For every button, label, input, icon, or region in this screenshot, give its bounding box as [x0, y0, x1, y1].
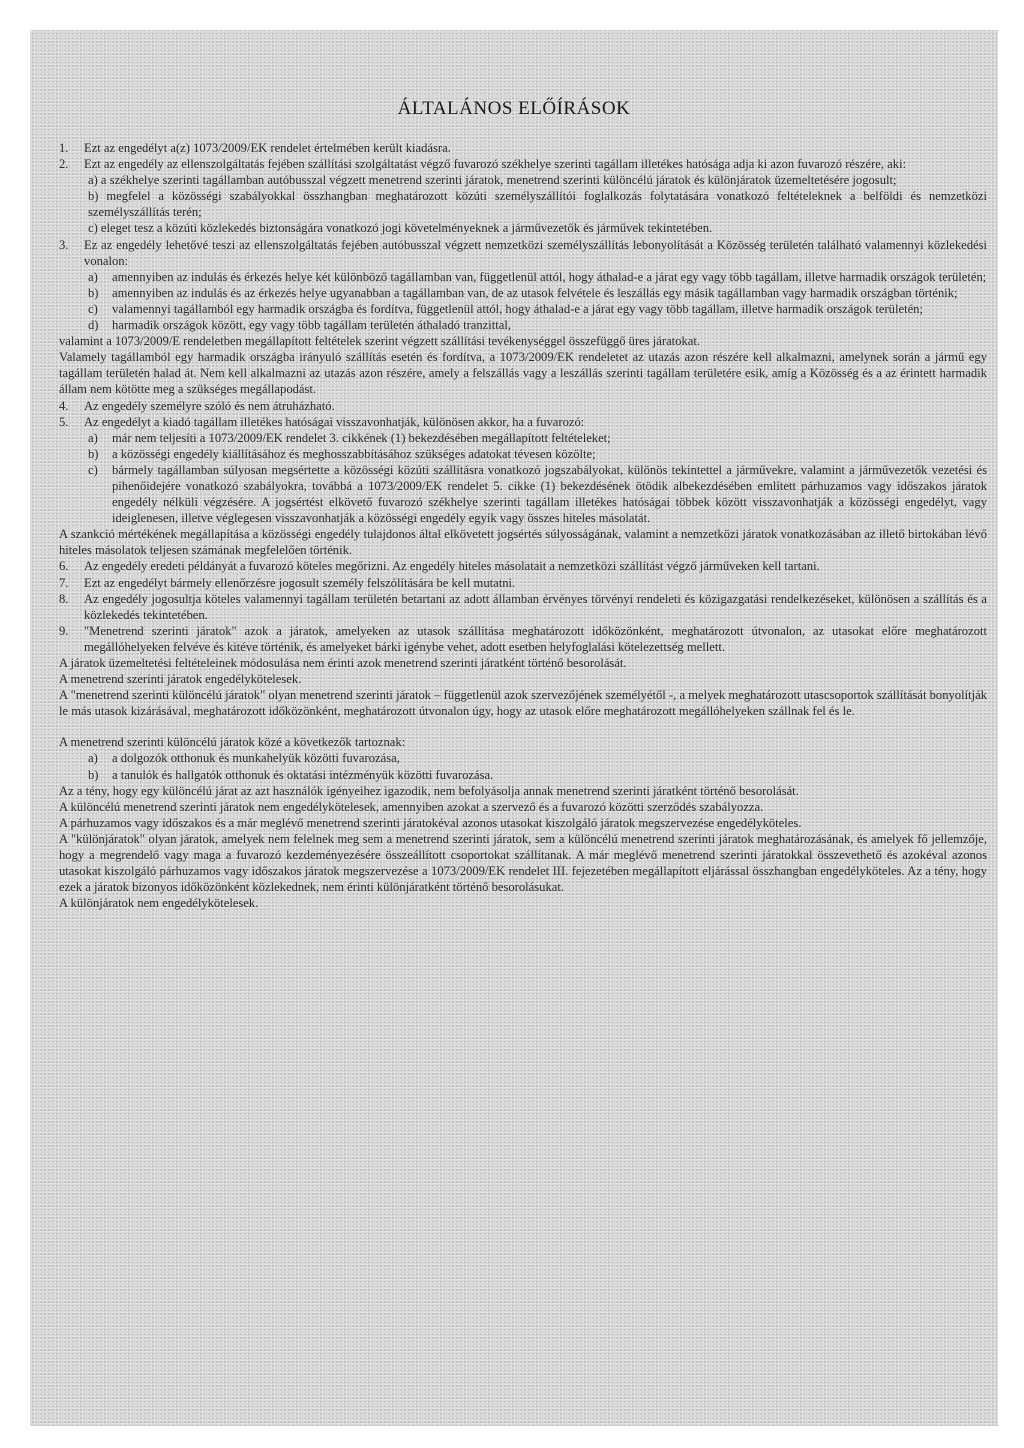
- condition-c: c) eleget tesz a közúti közlekedés biztonságára vonatkozó jogi követelményeknek a járművezetők és járművek tekintetében.: [88, 221, 713, 236]
- paragraph-text: Ezt az engedélyt bármely ellenőrzésre jogosult személy felszólítására be kell mutatni.: [84, 575, 516, 590]
- paragraph-text: "Menetrend szerinti járatok" azok a járatok, amelyeken az utasok szállítása meghatározott időközönként, meghatározott útvonalon, az utasokat előre meghatározott megállóhelyeken felvéve és kitéve történik, és amelyeket bárki igénybe vehet, adott esetben helyfoglalási kötelezettség mellett.: [84, 623, 987, 654]
- list-label: a): [88, 751, 98, 766]
- body-paragraph: A "menetrend szerinti különcélú járatok" olyan menetrend szerinti járatok – függetlenül azok szervezőjének személyétől -, a melyek meghatározott utascsoportok szállítását bonyolítják le más utasok kizárásával, meghatározott időközönként, meghatározott útvonalon úgy, hogy az utasok előre meghatározott megállóhelyeken szállnak fel és le.: [59, 688, 987, 719]
- document-page: [30, 30, 998, 1426]
- list-label: b): [88, 446, 99, 461]
- body-paragraph: A menetrend szerinti járatok engedélykötelesek.: [59, 672, 302, 687]
- list-label: c): [88, 462, 98, 477]
- paragraph-number: 6.: [59, 559, 69, 574]
- list-label: b): [88, 285, 99, 300]
- body-paragraph: A párhuzamos vagy időszakos és a már meglévő menetrend szerinti járatokéval azonos utasokat kiszolgáló járatok megszervezése engedélyköteles.: [59, 815, 802, 830]
- list-text: már nem teljesíti a 1073/2009/EK rendelet 3. cikkének (1) bekezdésében megállapított feltételeket;: [112, 430, 611, 445]
- list-label: a): [88, 430, 98, 445]
- paragraph-number: 9.: [59, 623, 69, 638]
- list-label: b): [88, 767, 99, 782]
- condition-b: b) megfelel a közösségi szabályokkal összhangban meghatározott közúti személyszállítói foglalkozás folytatására vonatkozó feltételeknek a belföldi és nemzetközi személyszállítás terén;: [88, 189, 987, 220]
- body-paragraph: A "különjáratok" olyan járatok, amelyek nem felelnek meg sem a menetrend szerinti járatok, sem a különcélú menetrend szerinti járatok meghatározásának, és amelyek fő jellemzője, hogy a megrendelő vagy maga a fuvarozó kezdeményezésére összeállított csoportokat szállítanak. A már meglévő menetrend szerinti járatokkal összevethető és azokéval azonos utasokat kiszolgáló párhuzamos vagy időszakos járatok megszervezése a 1073/2009/EK rendelet III. fejezetében megállapított eljárással összhangban engedélyköteles. Az a tény, hogy ezek a járatok bizonyos időközönként közlekednek, nem érinti különjáratként történő besorolásukat.: [59, 831, 987, 895]
- list-text: a tanulók és hallgatók otthonuk és oktatási intézményük közötti fuvarozása.: [112, 767, 494, 782]
- paragraph-number: 4.: [59, 398, 69, 413]
- numbered-paragraph-6: [59, 558, 987, 574]
- page-title: ÁLTALÁNOS ELŐÍRÁSOK: [397, 98, 631, 119]
- list-text: a közösségi engedély kiállításához és meghosszabbításához szükséges adatokat tévesen közölte;: [112, 446, 596, 461]
- paragraph-number: 8.: [59, 591, 69, 606]
- paragraph-number: 1.: [59, 141, 69, 155]
- list-item-b: [59, 446, 987, 462]
- body-paragraph: A különjáratok nem engedélykötelesek.: [59, 896, 259, 911]
- body-paragraph: Az a tény, hogy egy különcélú járat az azt használók igényeihez igazodik, nem befolyásolja annak menetrend szerinti járatként történő besorolását.: [59, 783, 799, 798]
- paragraph-text: Ezt az engedélyt a(z) 1073/2009/EK rendelet értelmében került kiadásra.: [84, 141, 451, 155]
- list-item-b: [59, 767, 987, 783]
- document-body: [59, 140, 987, 911]
- paragraph-text: Ez az engedély lehetővé teszi az ellenszolgáltatás fejében autóbusszal végzett nemzetközi személyszállítás lebonyolítását a Közösség területén található valamennyi közlekedési vonalon:: [84, 237, 987, 268]
- list-text: harmadik országok között, egy vagy több tagállam területén áthaladó tranzittal,: [112, 318, 512, 333]
- paragraph-text: Az engedélyt a kiadó tagállam illetékes hatóságai visszavonhatják, különösen akkor, ha a fuvarozó:: [84, 414, 585, 429]
- list-label: d): [88, 318, 99, 333]
- body-paragraph: A járatok üzemeltetési feltételeinek módosulása nem érinti azok menetrend szerinti járatként történő besorolását.: [59, 656, 627, 670]
- paragraph-number: 5.: [59, 414, 69, 429]
- body-paragraph: A menetrend szerinti különcélú járatok közé a következők tartoznak:: [59, 735, 406, 750]
- list-text: amennyiben az indulás és az érkezés helye ugyanabban a tagállamban van, de az utasok felvétele és leszállás egy másik tagállamban vagy harmadik országban történik;: [112, 285, 958, 300]
- numbered-paragraph-9: [59, 623, 987, 655]
- numbered-paragraph-3: [59, 237, 987, 269]
- numbered-paragraph-7: [59, 575, 987, 591]
- list-text: a dolgozók otthonuk és munkahelyük közötti fuvarozása,: [112, 751, 400, 766]
- list-text: valamennyi tagállamból egy harmadik országba és fordítva, függetlenül attól, hogy áthalad-e a járat egy vagy több tagállam, illetve harmadik országok területén;: [112, 301, 923, 316]
- numbered-paragraph-5: [59, 414, 987, 430]
- paragraph-text: Az engedély személyre szóló és nem átruházható.: [84, 398, 335, 413]
- numbered-paragraph-2: [59, 156, 987, 172]
- body-paragraph: Valamely tagállamból egy harmadik országba irányuló szállítás esetén és fordítva, a 1073/2009/EK rendeletet az utazás azon részére kell alkalmazni, amelynek során a jármű egy tagállam területén halad át. Nem kell alkalmazni az utazás azon részére, amely a felszállás vagy a leszállás szerinti tagállam területére esik, amíg a Közösség és a az érintett harmadik állam nem kötötte meg a szükséges megállapodást.: [59, 350, 987, 397]
- paragraph-number: 2.: [59, 157, 69, 172]
- list-item-d: [59, 317, 987, 333]
- numbered-paragraph-1: [59, 140, 987, 156]
- paragraph-number: 3.: [59, 237, 69, 252]
- numbered-paragraph-8: [59, 591, 987, 623]
- list-text: amennyiben az indulás és érkezés helye két különböző tagállamban van, függetlenül attól, hogy áthalad-e a járat egy vagy több tagállam, illetve harmadik országok területén;: [112, 269, 987, 284]
- numbered-paragraph-4: [59, 398, 987, 414]
- body-paragraph: A szankció mértékének megállapítása a közösségi engedély tulajdonos által elkövetett jogsértés súlyosságának, valamint a nemzetközi járatok vonatkozásában az illető birtokában lévő hiteles másolatok teljesen számának megfelelően történik.: [59, 527, 987, 558]
- paragraph-number: 7.: [59, 575, 69, 590]
- list-label: c): [88, 301, 98, 316]
- list-item-a: [59, 750, 987, 766]
- list-label: a): [88, 269, 98, 284]
- list-item-c: [59, 462, 987, 526]
- paragraph-text: Ezt az engedély az ellenszolgáltatás fejében szállítási szolgáltatást végző fuvarozó székhelye szerinti tagállam illetékes hatósága adja ki azon fuvarozó részére, aki:: [84, 157, 907, 172]
- list-item-a: [59, 269, 987, 285]
- list-item-b: [59, 285, 987, 301]
- paragraph-gap: [59, 719, 987, 734]
- body-paragraph: valamint a 1073/2009/E rendeletben megállapított feltételek szerint végzett szállítási tevékenységgel összefüggő üres járatokat.: [59, 334, 701, 349]
- paragraph-text: Az engedély jogosultja köteles valamennyi tagállam területén betartani az adott államban érvényes törvényi rendeleti és közigazgatási rendelkezéseket, különösen a szállítás és a közlekedés tekintetében.: [84, 591, 987, 622]
- list-item-c: [59, 301, 987, 317]
- paragraph-text: Az engedély eredeti példányát a fuvarozó köteles megőrizni. Az engedély hiteles másolatait a nemzetközi szállítást végző járműveken kell tartani.: [84, 559, 820, 574]
- list-text: bármely tagállamban súlyosan megsértette a közösségi közúti szállításra vonatkozó jogszabályokat, különös tekintettel a járművekre, valamint a járművezetők vezetési és pihenőidejére vonatkozó szabályokra, továbbá a 1073/2009/EK rendelet 5. cikke (1) bekezdésének ötödik albekezdésében említett párhuzamos vagy időszakos járatok engedély nélküli végzésére. A jogsértést elkövető fuvarozó székhelye szerinti tagállam illetékes hatóságai többek között visszavonhatják a közösségi engedélyt, vagy ideiglenesen, illetve véglegesen visszavonhatják a közösségi engedély egyik vagy összes hiteles másolatát.: [112, 462, 987, 526]
- body-paragraph: A különcélú menetrend szerinti járatok nem engedélykötelesek, amennyiben azokat a szervező és a fuvarozó közötti szerződés szabályozza.: [59, 799, 764, 814]
- condition-a: a) a székhelye szerinti tagállamban autóbusszal végzett menetrend szerinti járatok, menetrend szerinti különcélú járatok és különjáratok üzemeltetésére jogosult;: [88, 173, 897, 188]
- list-item-a: [59, 430, 987, 446]
